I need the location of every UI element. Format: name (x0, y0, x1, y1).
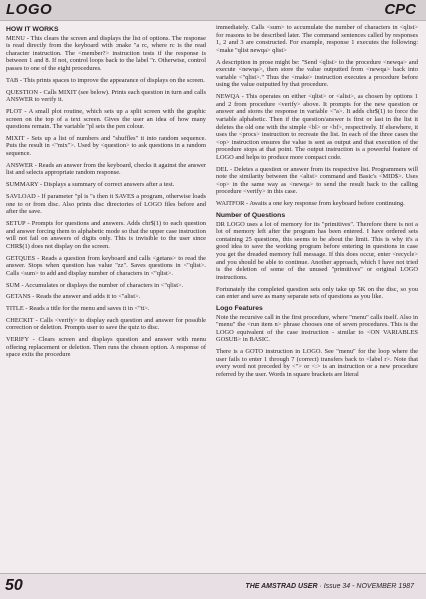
paragraph: Note the recursive call in the first procedure, where "menu" calls itself. Also in "menu" the <run item n> phrase chooses one of seven procedures. This is the LOGO equivalent of the case instruction - similar to <ON VARIABLES GOSUB> in BASIC. (216, 313, 418, 344)
right-paragraphs-a (216, 24, 418, 208)
paragraph: TAB - This prints spaces to improve the appearance of displays on the screen. (6, 76, 205, 84)
magazine-credit: THE AMSTRAD USER · Issue 34 - NOVEMBER 1987 (245, 583, 414, 590)
paragraph: SUM - Accumulates or displays the number of characters in <"qlist>. (6, 281, 184, 289)
paragraph: TITLE - Reads a title for the menu and saves it in <"tt>. (6, 305, 150, 313)
magazine-name: THE AMSTRAD USER (245, 583, 318, 590)
page-header (0, 0, 426, 21)
paragraph: MENU - This clears the screen and displays the list of options. The response is read directly from the keyboard with :make "a rc, where rc is the read character instruction. The <member?> instruction tests if the response is between 1 and 8. If not, control loops back to the label "r. Otherwise, control passes to one of the eight procedures. (6, 34, 206, 72)
paragraph: CHECKIT - Calls <verify> to display each question and answer for possible correction or deletion. Prompts user to save the quiz to disc. (6, 316, 206, 332)
page-number: 50 (5, 577, 23, 594)
paragraph: PLOT - A small plot routine, which sets up a split screen with the graphic screen on the top of a text screen. Gives the user an idea of how many questions remain. The variable "pl sets the pen colour. (6, 107, 206, 131)
right-paragraphs-c (216, 314, 418, 379)
header-section: CPC (384, 1, 416, 18)
paragraph: GETANS - Reads the answer and adds it to <"alist>. (6, 293, 141, 301)
paragraph: VERIFY - Clears screen and displays question and answer with menu offering replacement or deletion. Then runs the chosen option. A response of space exits the procedure (6, 336, 206, 359)
paragraph: Fortunately the completed question sets only take up 5K on the disc, so you can enter and save as many separate sets of questions as you like. (216, 285, 418, 301)
section-heading-logo-features: Logo Features (216, 304, 263, 312)
section-heading-how-it-works: HOW IT WORKS (6, 26, 59, 33)
issue-line: Issue 34 - NOVEMBER 1987 (323, 583, 414, 590)
paragraph: DR LOGO uses a lot of memory for its "primitives". Therefore there is not a lot of memory left after the program has been entered. I have ordered sets containing 25 questions, this seems to be about the limit. This is why it's a good idea to save the working program before entering in questions in case you get the dreaded memory full message. If this does occur, enter <recycle> and you should be able to continue. Another approach, which I have not tried is the deletion of some of the unused "primitives" or original LOGO instructions. (216, 220, 418, 281)
paragraph: MIXIT - Sets up a list of numbers and "shuffles" it into random sequence. Puts the result in <"mix">. Used by <question> to ask questions in a random sequence. (6, 134, 206, 158)
paragraph: ANSWER - Reads an answer from the keyboard, checks it against the answer list and selects appropriate random response. (6, 161, 206, 177)
paragraph: SETUP - Prompts for questions and answers. Adds chr$(1) to each question and answer forcing them to alphabetic mode so that the upper case instruction will not fail on answers of digits only. This is invisible to the user since CHR$(1) does not display on the screen. (6, 219, 206, 250)
left-paragraphs (6, 35, 206, 359)
left-column (6, 24, 206, 569)
paragraph: NEWQA - This operates on either <qlist> or <alist>, as chosen by options 1 and 2 from procedure <verify> above. It prompts for the new question or answer and stores the response in variable <"a>. It adds chr$(1) to force the variable alphabetic. Then if the question/answer is first or last in the list it deletes the old one with the simple <bl> or <bf>, respectively. If elsewhere, it uses the <procs> instruction to recreate the list. In each of the three cases the <op> instruction ensures the value is sent as output and that execution of the procedure stops at that point. The output instruction is a powerful feature of LOGO and helps to produce more compact code. (216, 93, 418, 161)
paragraph: GETQUES - Reads a question from keyboard and calls <getans> to read the answer. Stops when question has value "zz". Saves questions in <"qlist>. Calls <sum> to add and display number of characters in <"qlist>. (6, 254, 206, 277)
page-footer (0, 574, 426, 599)
right-column (216, 24, 418, 569)
paragraph: There is a GOTO instruction in LOGO. See "menu" for the loop where the user fails to enter 1 through 7 (correct) transfers back to <label r>. Note that every word not preceded by <"> or <:> is an instruction or a new procedure referred by the user. Words in square brackets are literal (216, 348, 418, 378)
paragraph: SAVLOAD - If parameter "pl is "s then it SAVES a program, otherwise loads one to or from disc. Also prints disc directories of LOGO files before and after the save. (6, 193, 206, 216)
right-paragraphs-b (216, 221, 418, 301)
header-title: LOGO (6, 1, 53, 18)
paragraph: A description in prose might be: "Send <qlist> to the procedure <newqa> and execute <newqa>, then store the value outputted from <newqa> back into variable <"qlist>." Thus the <make> instruction executes a procedure before using the value outputted by that procedure. (216, 58, 418, 89)
paragraph: WAITFOR - Awaits a one key response from keyboard before continuing. (216, 200, 405, 208)
section-heading-number-of-questions: Number of Questions (216, 212, 286, 219)
paragraph: immediately. Calls <sum> to accumulate the number of characters in <qlist> for reasons to be described later. The command sentences called by responses 1, 2 and 3 are constructed. For example, response 1 executes the following: <make "qlist newqa> qlist> (216, 24, 418, 54)
paragraph: SUMMARY - Displays a summary of correct answers after a test. (6, 181, 175, 189)
paragraph: QUESTION - Calls MIXIT (see below). Prints each question in turn and calls ANSWER to verify it. (6, 88, 206, 104)
paragraph: DEL - Deletes a question or answer from its respective list. Programmers will note the similarity between the <alist> command and Basic's <MID$>. Uses <op> in the same way as <newqa> to send the result back to the calling procedure <verify> in this case. (216, 165, 418, 196)
